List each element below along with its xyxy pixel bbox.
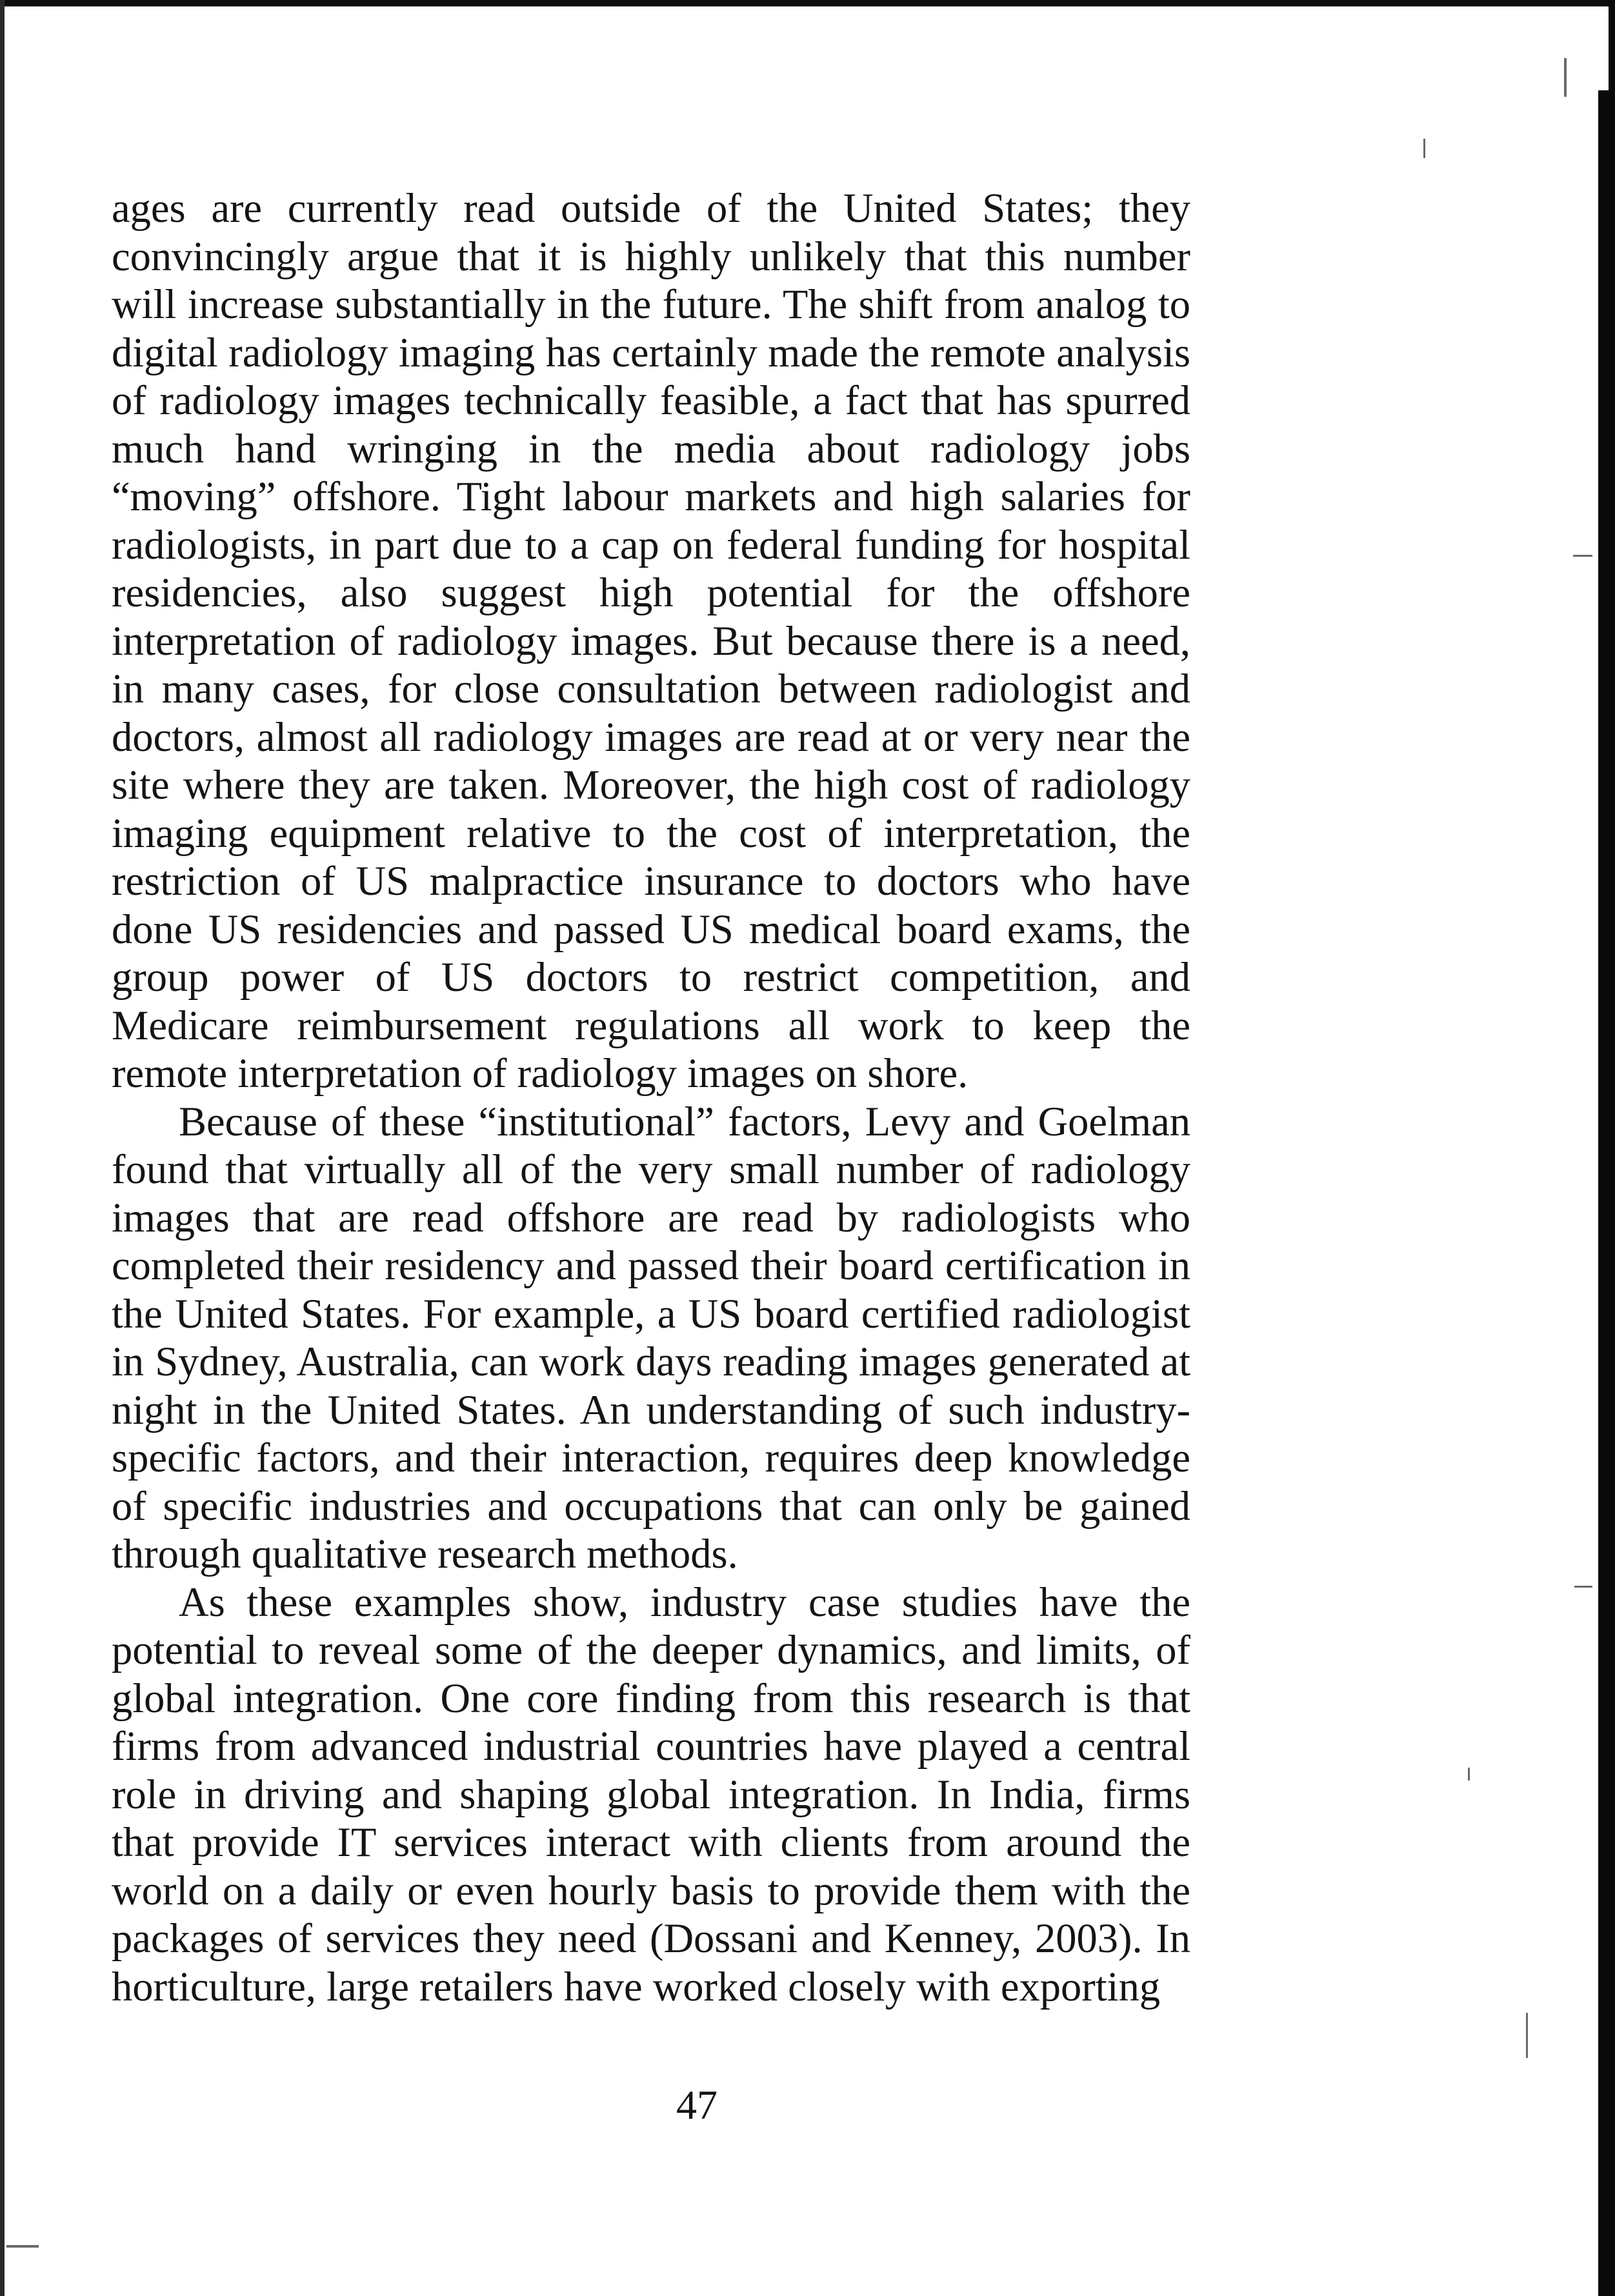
scan-speck — [1423, 139, 1425, 158]
paragraph: ages are currently read outside of the United States; they convincingly argue that it is highly unlikely that this number will increase substantially in the future. The shift from analog to digital radiology imaging has certainly made the remote analysis of radiology images technically feasible, a fact that has spurred much hand wringing in the media about radiology jobs “moving” offshore. Tight labour markets and high salaries for radiologists, in part due to a cap on federal funding for hospital residencies, also suggest high potential for the offshore interpretation of radiology images. But because there is a need, in many cases, for close consultation between radiologist and doctors, almost all radiology images are read at or very near the site where they are taken. Moreover, the high cost of radiology imaging equipment relative to the cost of interpretation, the restriction of US malpractice insurance to doctors who have done US residencies and passed US medical board exams, the group power of US doctors to restrict competition, and Medicare reimbursement regulations all work to keep the remote interpretation of radiology images on shore. — [112, 185, 1190, 1096]
scan-speck — [1526, 2013, 1528, 2058]
scan-speck — [1564, 58, 1567, 97]
scan-right-edge-top — [1609, 0, 1615, 97]
scan-right-border — [1598, 90, 1615, 2296]
paragraph: As these examples show, industry case studies have the potential to reveal some of the deeper dynamics, and limits, of global integration. One core finding from this research is that firms from advanced industrial countries have played a central role in driving and shaping global integration. In India, firms that provide IT services interact with clients from around the world on a daily or even hourly basis to provide them with the packages of services they need (Dossani and Kenney, 2003). In horticulture, large retailers have worked closely with exporting — [112, 1579, 1190, 2010]
scan-speck — [6, 2245, 39, 2248]
paragraph: Because of these “institutional” factors, Levy and Goelman found that virtually all of the very small number of radiology images that are read offshore are read by radiologists who completed their residency and passed their board certification in the United States. For example, a US board certified radiologist in Sydney, Australia, can work days reading images generated at night in the United States. An understanding of such industry-specific factors, and their interaction, requires deep knowledge of specific industries and occupations that can only be gained through qualitative research methods. — [112, 1098, 1190, 1577]
scan-speck — [1574, 1586, 1592, 1588]
scan-speck — [1468, 1768, 1470, 1781]
scan-top-border — [0, 0, 1615, 6]
body-text — [112, 185, 1190, 2011]
page-number: 47 — [676, 2082, 717, 2128]
scan-left-border — [0, 0, 5, 2296]
scan-speck — [1573, 555, 1592, 557]
